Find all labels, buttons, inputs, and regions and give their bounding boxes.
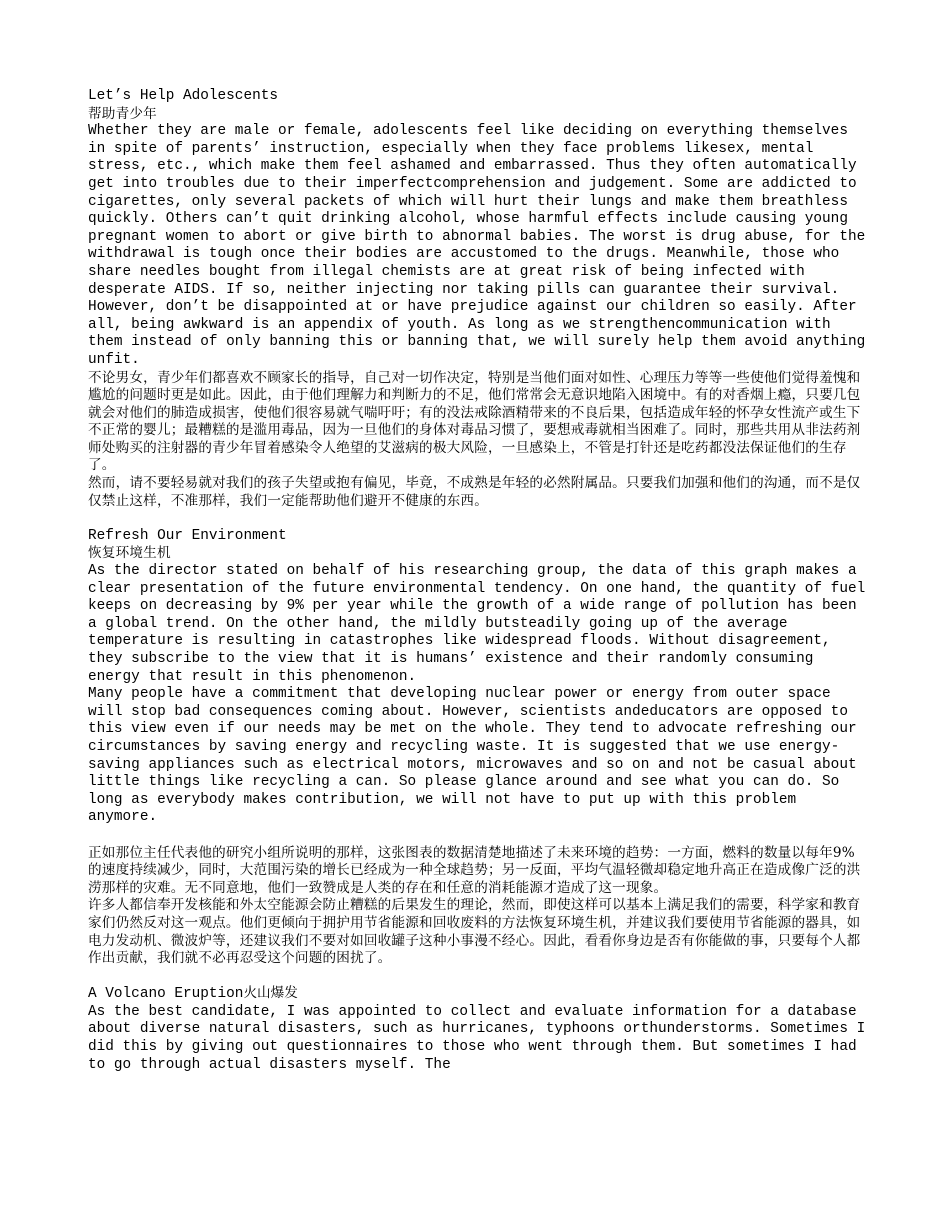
section-title-zh: 火山爆发 [243,985,298,1002]
paragraph-en: As the best candidate, I was appointed to collect and evaluate information for a database about diverse natural disasters, such as hurricanes, typhoons orthunderstorms. Sometimes I did this by giving out questionnaires to those who went through them. But sometimes I had to go through actual disasters myself. The [88,1003,866,1073]
paragraph-zh: 不论男女，青少年们都喜欢不顾家长的指导，自己对一切作决定，特别是当他们面对如性、心理压力等等一些使他们觉得羞愧和尴尬的问题时更是如此。因此，由于他们理解力和判断力的不足，他们常常会无意识地陷入困境中。有的对香烟上瘾，只要几包就会对他们的肺造成损害，使他们很容易就气喘吁吁；有的没法戒除酒精带来的不良后果，包括造成年轻的怀孕女性流产或生下不正常的婴儿；最糟糕的是滥用毒品，因为一旦他们的身体对毒品习惯了，要想戒毒就相当困难了。同时，那些共用从非法药剂师处购买的注射器的青少年冒着感染令人绝望的艾滋病的极大风险，一旦感染上，不管是打针还是吃药都没法保证他们的生存了。 [88,369,861,474]
paragraph-en: However, don’t be disappointed at or have prejudice against our children so easily. After all, being awkward is an appendix of youth. As long as we strengthencommunication with them instead of only banning this or banning that, we will surely help them avoid anything unfit. [88,299,866,368]
section-volcano [88,985,868,1074]
section-title-en: A Volcano Eruption [88,986,244,1003]
section-environment [88,528,868,968]
section-title-zh: 帮助青少年 [88,105,157,122]
section-title-en: Let’s Help Adolescents [88,88,278,104]
document-page [88,88,868,1074]
paragraph-zh: 许多人都信奉开发核能和外太空能源会防止糟糕的后果发生的理论，然而，即使这样可以基本上满足我们的需要，科学家和教育家们仍然反对这一观点。他们更倾向于拥护用节省能源和回收废料的方法恢复环境生机，并建议我们要使用节省能源的器具，如电力发动机、微波炉等，还建议我们不要对如回收罐子这种小事漫不经心。因此，看看你身边是否有你能做的事，只要每个人都作出贡献，我们就不必再忍受这个问题的困扰了。 [88,897,861,967]
paragraph-zh: 然而，请不要轻易就对我们的孩子失望或抱有偏见，毕竟，不成熟是年轻的必然附属品。只要我们加强和他们的沟通，而不是仅仅禁止这样，不准那样，我们一定能帮助他们避开不健康的东西。 [88,475,861,509]
paragraph-zh: 正如那位主任代表他的研究小组所说明的那样，这张图表的数据清楚地描述了未来环境的趋势：一方面，燃料的数量以每年9%的速度持续减少，同时，大范围污染的增长已经成为一种全球趋势；另一反面，平均气温轻微却稳定地升高正在造成像广泛的洪涝那样的灾难。无不同意地，他们一致赞成是人类的存在和任意的消耗能源才造成了这一现象。 [88,844,861,896]
spacer [88,827,868,845]
section-title-zh: 恢复环境生机 [88,545,171,562]
paragraph-en: Whether they are male or female, adolescents feel like deciding on everything themselves in spite of parents’ instruction, especially when they face problems likesex, mental stress, etc., which make them feel ashamed and embarrassed. Thus they often automatically get into troubles due to their imperfectcomprehension and judgement. Some are addicted to cigarettes, only several packets of which will hurt their lungs and make them breathless quickly. Others can’t quit drinking alcohol, whose harmful effects include causing young pregnant women to abort or give birth to abnormal babies. The worst is drug abuse, for the withdrawal is tough once their bodies are accustomed to the drugs. Meanwhile, those who share needles bought from illegal chemists are at great risk of being infected with desperate AIDS. If so, neither injecting nor taking pills can guarantee their survival. [88,123,866,298]
section-title [88,985,868,1004]
paragraph-en: Many people have a commitment that developing nuclear power or energy from outer space will stop bad consequences coming about. However, scientists andeducators are opposed to this view even if our needs may be met on the whole. They tend to advocate refreshing our circumstances by saving energy and recycling waste. It is suggested that we use energy-saving appliances such as electrical motors, microwaves and so on and not be casual about little things like recycling a can. So please glance around and see what you can do. So long as everybody makes contribution, we will not have to put up with this problem anymore. [88,686,857,826]
spacer [88,510,868,528]
paragraph-en: As the director stated on behalf of his researching group, the data of this graph makes a clear presentation of the future environmental tendency. On one hand, the quantity of fuel keeps on decreasing by 9% per year while the growth of a wide range of pollution has been a global trend. On the other hand, the mildly butsteadily going up of the average temperature is resulting in catastrophes like widespread floods. Without disagreement, they subscribe to the view that it is humans’ existence and their randomly consuming energy that result in this phenomenon. [88,563,866,685]
section-title-en: Refresh Our Environment [88,527,287,544]
spacer [88,968,868,986]
section-adolescents [88,88,868,510]
